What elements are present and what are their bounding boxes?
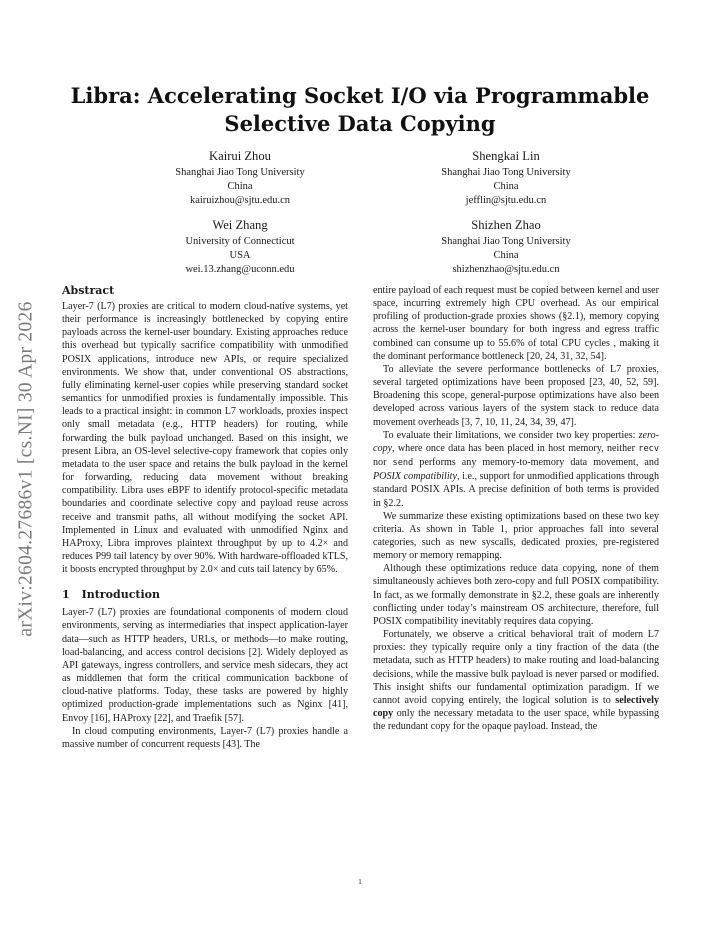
section-heading-introduction bbox=[62, 588, 348, 602]
author-country: China bbox=[493, 250, 519, 261]
text-run: Fortunately, we observe a critical behavioral trait of modern L7 proxies: they typically require only a tiny fraction of the data (the metadata, such as HTTP headers) to make routing and load-balancing decisions, while the massive bulk payload is never parsed or modified. This insight shifts our fundamental optimization paradigm. If we cannot avoid copying entirely, the logical solution is to bbox=[373, 629, 659, 706]
author-name: Shizhen Zhao bbox=[471, 218, 541, 232]
author-block-3 bbox=[110, 217, 370, 277]
section-title: Introduction bbox=[81, 588, 160, 602]
author-affiliation: Shanghai Jiao Tong University bbox=[441, 167, 571, 178]
text-run: only the necessary metadata to the user space, while bypassing the redundant copy for the opaque payload. Instead, the bbox=[373, 708, 659, 733]
author-email: kairuizhou@sjtu.edu.cn bbox=[189, 195, 291, 206]
section-number: 1 bbox=[62, 588, 70, 602]
intro-paragraph-7 bbox=[373, 628, 659, 733]
text-run: performs any memory-to-memory data movement, and bbox=[413, 457, 659, 469]
author-block-1 bbox=[110, 148, 370, 208]
author-affiliation: Shanghai Jiao Tong University bbox=[175, 167, 305, 178]
abstract-heading: Abstract bbox=[62, 284, 115, 297]
author-name: Shengkai Lin bbox=[472, 149, 540, 163]
author-country: China bbox=[227, 181, 253, 192]
page-number: 1 bbox=[358, 877, 362, 886]
intro-paragraph-5: We summarize these existing optimizations based on these two key criteria. As shown in Table 1, prior approaches fall into several categories, such as new syscalls, dedicated proxies, pre-registered memory or memory remapping. bbox=[373, 510, 659, 562]
arxiv-identifier-text: arXiv:2604.27686v1 [cs.NI] 30 Apr 2026 bbox=[16, 301, 37, 637]
intro-paragraph-1: Layer-7 (L7) proxies are foundational components of modern cloud environments, serving as intermediaries that inspect application-layer data—such as HTTP headers, URLs, or methods—to make routing, load-balancing, and access control decisions [2]. Widely deployed as API gateways, ingress controllers, and service mesh sidecars, they act as middlemen that form the critical communication backbone of cloud-native platforms. Today, these tasks are powered by highly optimized production-grade implementations such as Nginx [41], Envoy [16], HAProxy [22], and Traefik [57]. bbox=[62, 607, 348, 724]
author-name: Kairui Zhou bbox=[209, 149, 271, 163]
term-selectively-copy: selectively copy bbox=[373, 694, 659, 719]
term-posix-compatibility: POSIX compatibility bbox=[373, 471, 457, 483]
code-recv: recv bbox=[638, 443, 659, 454]
intro-paragraph-6: Although these optimizations reduce data copying, none of them simultaneously achieves both zero-copy and full POSIX compatibility. In fact, as we formally demonstrate in §2.2, these goals are inherently conflicting under today’s mainstream OS architecture, therefore, full POSIX compatibility inevitably requires data copying. bbox=[373, 563, 659, 627]
intro-paragraph-4 bbox=[373, 429, 659, 510]
intro-paragraph-2: In cloud computing environments, Layer-7 (L7) proxies handle a massive number of concurrent requests [43]. The bbox=[62, 725, 348, 750]
right-column bbox=[373, 284, 659, 733]
author-name: Wei Zhang bbox=[212, 218, 268, 232]
author-country: USA bbox=[229, 250, 251, 261]
author-email: shizhenzhao@sjtu.edu.cn bbox=[452, 264, 560, 275]
text-run: To evaluate their limitations, we consider two key properties: bbox=[383, 429, 639, 441]
text-run: nor bbox=[373, 457, 393, 469]
left-column bbox=[62, 284, 348, 751]
intro-paragraph-2-continued: entire payload of each request must be copied between kernel and user space, incurring extremely high CPU overhead. As our empirical profiling of production-grade proxies shows (§2.1), memory copying across the kernel-user boundary for both ingress and egress traffic combined can consume up to 55.6% of total CPU cycles , making it the dominant performance bottleneck [20, 24, 31, 32, 54]. bbox=[373, 285, 659, 362]
author-country: China bbox=[493, 181, 519, 192]
text-run: , i.e., support for unmodified applications through standard POSIX APIs. A precise definition of both terms is provided in §2.2. bbox=[373, 471, 659, 509]
author-email: jefflin@sjtu.edu.cn bbox=[465, 195, 547, 206]
text-run: , where once data has been placed in host memory, neither bbox=[392, 442, 639, 454]
author-block-2 bbox=[376, 148, 636, 208]
term-zero-copy: zero-copy bbox=[373, 429, 659, 454]
abstract-text: Layer-7 (L7) proxies are critical to modern cloud-native systems, yet their performance is increasingly bottlenecked by copying entire payloads across the kernel-user boundary. Existing approaches reduce this overhead but typically sacrifice compatibility with unmodified POSIX applications, introduce new APIs, or require specialized environments. We show that, under conventional OS abstractions, fully eliminating kernel-user copies while preserving standard socket semantics for unmodified proxies is fundamentally impossible. This leads to a practical insight: in common L7 workloads, proxies inspect only small metadata (e.g., HTTP headers) for routing, while forwarding the bulk payload unchanged. Based on this insight, we present Libra, an OS-level selective-copy framework that copies only metadata to the user space and retains the bulk payload in the kernel for forwarding, reducing data movement without breaking compatibility. Libra uses eBPF to identify protocol-specific metadata boundaries and coordinate selective copy and payload reuse across receive and transmit paths, all without modifying the socket API. Implemented in Linux and evaluated with unmodified Nginx and HAProxy, Libra improves plaintext throughput by up to 4.2× and reduces P99 tail latency by over 90%. With hardware-offloaded kTLS, it boosts encrypted throughput by 2.0× and cuts tail latency by 65%. bbox=[62, 301, 348, 576]
author-affiliation: University of Connecticut bbox=[185, 236, 295, 247]
author-block-4 bbox=[376, 217, 636, 277]
paper-title: Libra: Accelerating Socket I/O via Programmable Selective Data Copying bbox=[70, 83, 650, 136]
author-affiliation: Shanghai Jiao Tong University bbox=[441, 236, 571, 247]
arxiv-identifier bbox=[8, 262, 46, 676]
intro-paragraph-3: To alleviate the severe performance bottlenecks of L7 proxies, several targeted optimizations have been proposed [23, 40, 52, 59]. Broadening this scope, general-purpose optimizations have also been developed across various layers of the system stack to reduce data movement overheads [3, 7, 10, 11, 24, 34, 39, 47]. bbox=[373, 363, 659, 428]
author-email: wei.13.zhang@uconn.edu bbox=[185, 264, 295, 275]
code-send: send bbox=[392, 458, 414, 469]
